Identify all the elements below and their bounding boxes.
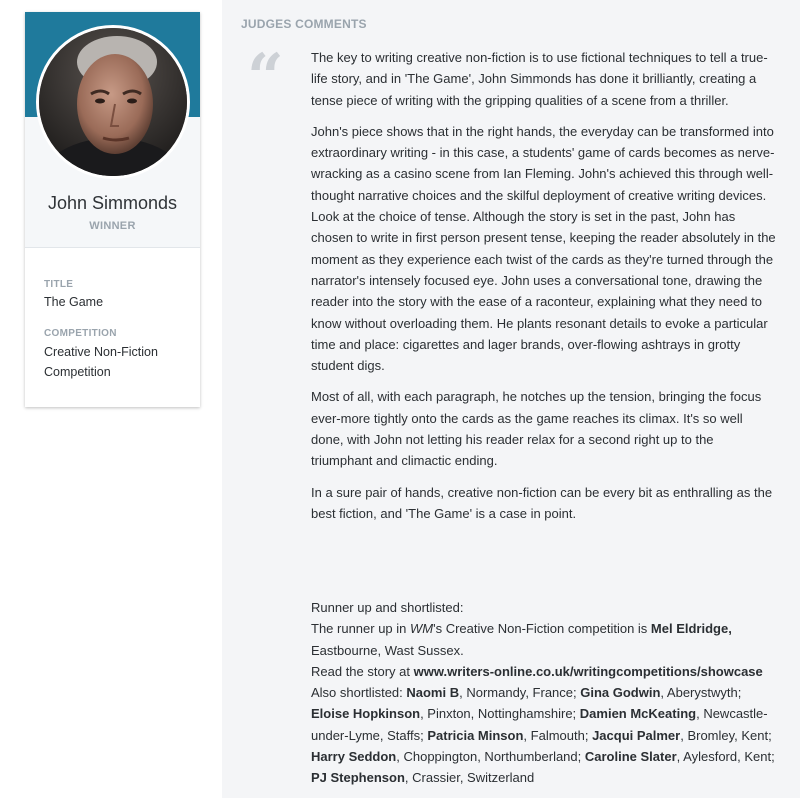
- shortlist-name: Patricia Minson: [427, 727, 524, 743]
- shortlist-entry: Patricia Minson, Falmouth;: [427, 727, 593, 743]
- runner-up-heading: Runner up and shortlisted:: [311, 600, 464, 615]
- comment-paragraph: John's piece shows that in the right hands, the everyday can be transformed into extraordinary writing - in this case, a students' game of cards becomes as nerve-wracking as a casino scene from Ian Fleming. John's achieved this through well-thought narrative choices and the skilful deployment of creative writing devices. Look at the choice of tense. Although the story is set in the past, John has chosen to write in first person present tense, keeping the reader absolutely in the moment as they experience each twist of the cards as they're turned through the narrator's intensely focused eye. John uses a conversational tone, drawing the reader into the story with the ease of a raconteur, explaining what they need to know without overloading them. He plants resonant details to evoke a particular time and place: cigarettes and lager brands, over-flowing ashtrays in grotty student digs.: [311, 123, 776, 374]
- profile-card: [25, 12, 200, 407]
- shortlist-name: Gina Godwin: [580, 685, 661, 701]
- shortlist-entry: Eloise Hopkinson, Pinxton, Nottinghamshire;: [311, 706, 580, 722]
- competition-label: COMPETITION: [44, 328, 117, 339]
- runner-up-intro: The runner up in WM's Creative Non-Fiction competition is Mel Eldridge,: [311, 621, 732, 637]
- shortlist-name: Naomi B: [406, 685, 460, 701]
- competition-value: Creative Non-Fiction Competition: [44, 345, 158, 379]
- quote-icon: “: [247, 40, 284, 115]
- title-value: The Game: [44, 295, 104, 309]
- shortlist-entry: Damien McKeating, Newcastle-under-Lyme, Staffs;: [311, 706, 768, 743]
- shortlist-entry: Gina Godwin, Aberystwyth;: [580, 685, 742, 701]
- comment-paragraph: The key to writing creative non-fiction is to use fictional techniques to tell a true-life story, and in 'The Game', John Simmonds has done it brilliantly, creating a tense piece of writing with the gripping qualities of a scene from a thriller.: [311, 50, 768, 108]
- shortlist-name: Harry Seddon: [311, 749, 397, 765]
- shortlist-name: PJ Stephenson: [311, 770, 405, 786]
- comments-body: [311, 47, 776, 534]
- shortlist-entry: Caroline Slater, Aylesford, Kent;: [584, 749, 775, 765]
- avatar-portrait: [39, 28, 187, 176]
- section-heading: JUDGES COMMENTS: [241, 17, 367, 31]
- runner-up-name: Mel Eldridge,: [650, 621, 732, 637]
- shortlist-name: Eloise Hopkinson: [311, 706, 421, 722]
- profile-header: [25, 12, 200, 247]
- profile-name: John Simmonds: [47, 193, 178, 213]
- shortlist-name: Caroline Slater: [584, 749, 677, 765]
- read-story-line: Read the story at www.writers-online.co.uk/writingcompetitions/showcase: [311, 663, 763, 679]
- showcase-link[interactable]: www.writers-online.co.uk/writingcompetitions/showcase: [413, 663, 763, 679]
- judges-comments-panel: [222, 0, 800, 798]
- runner-up-section: [311, 597, 781, 789]
- shortlist-entry: PJ Stephenson, Crassier, Switzerland: [311, 770, 535, 786]
- award-badge: WINNER: [89, 220, 136, 232]
- runner-up-location: Eastbourne, Wast Sussex.: [311, 642, 464, 658]
- shortlist-name: Jacqui Palmer: [592, 727, 681, 743]
- avatar: [36, 25, 190, 179]
- shortlist-entry: Jacqui Palmer, Bromley, Kent;: [592, 727, 772, 743]
- shortlist-entry: Harry Seddon, Choppington, Northumberland;: [311, 749, 585, 765]
- comment-paragraph: Most of all, with each paragraph, he notches up the tension, bringing the focus ever-more tightly onto the cards as the game reaches its climax. It's so well done, with John not letting his reader relax for a second right up to the triumphant and climactic ending.: [311, 389, 762, 469]
- title-label: TITLE: [44, 279, 74, 290]
- card-divider: [25, 247, 200, 248]
- comment-paragraph: In a sure pair of hands, creative non-fiction can be every bit as enthralling as the best fiction, and 'The Game' is a case in point.: [311, 484, 773, 521]
- shortlist-entry: Naomi B, Normandy, France;: [406, 685, 581, 701]
- shortlist-name: Damien McKeating: [579, 706, 697, 722]
- magazine-abbrev: WM: [410, 621, 434, 637]
- shortlist: Also shortlisted: Naomi B, Normandy, France; Gina Godwin, Aberystwyth; Eloise Hopkinson, Pinxton, Nottinghamshire; Damien McKeating, Newcastle-under-Lyme, Staffs; Patricia Minson, Falmouth; Jacqui Palmer, Bromley, Kent; Harry Seddon, Choppington, Northumberland; Caroline Slater, Aylesford, Kent; PJ Stephenson, Crassier, Switzerland: [311, 685, 775, 786]
